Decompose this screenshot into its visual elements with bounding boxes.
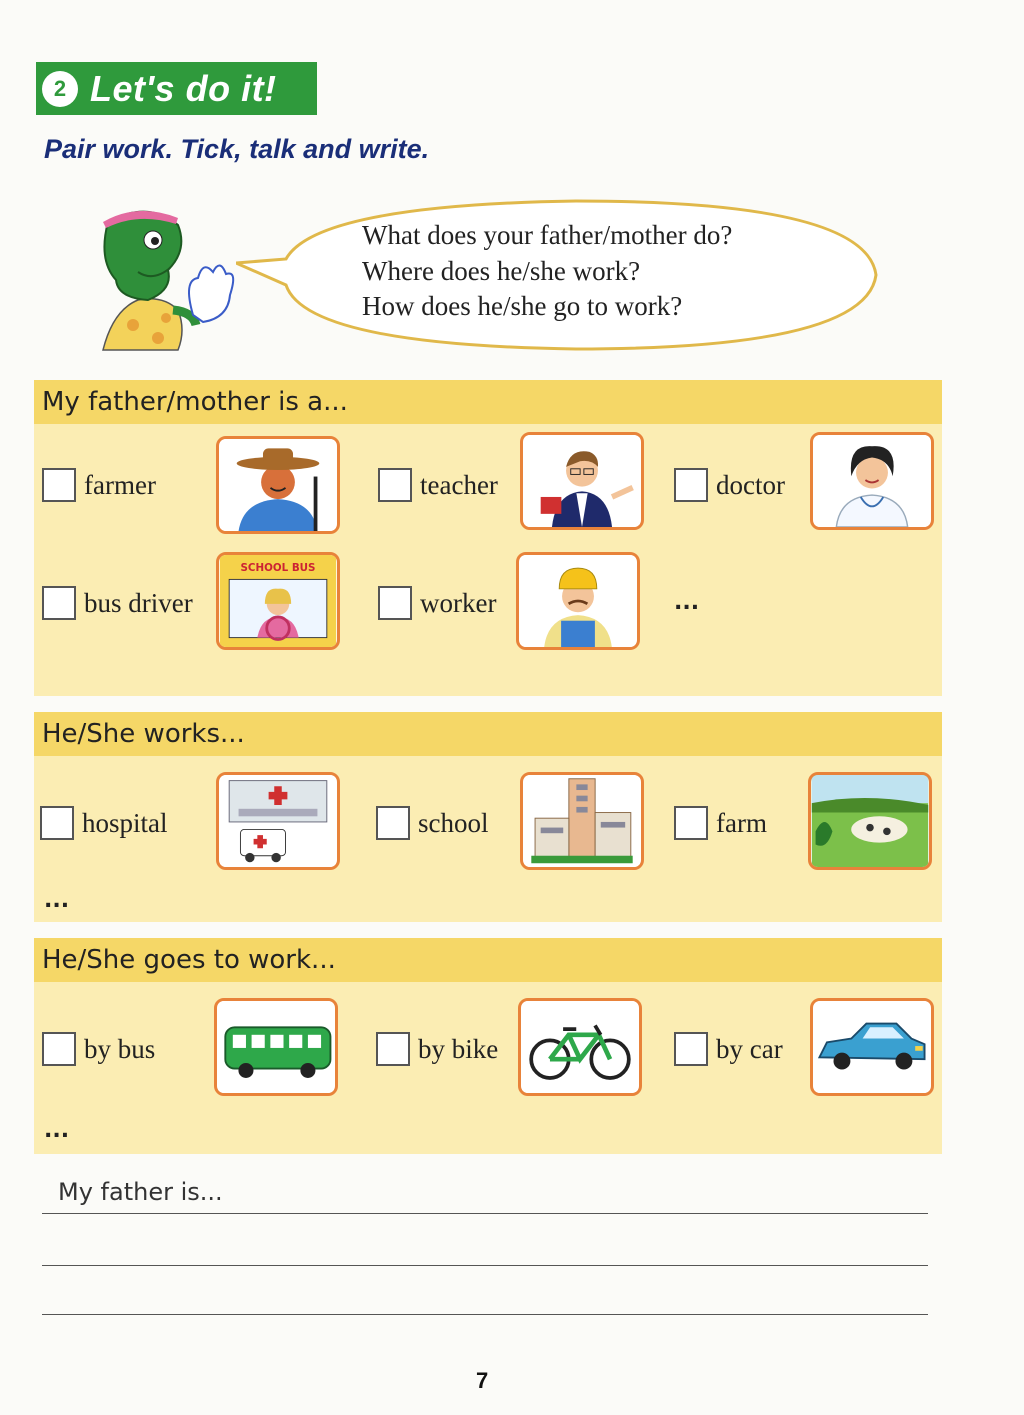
- writing-prompt: My father is...: [58, 1178, 223, 1206]
- bus-driver-icon: [216, 552, 340, 650]
- checkbox[interactable]: [376, 806, 410, 840]
- transport-panel: [34, 938, 942, 1154]
- more-options-ellipsis: ...: [44, 1118, 70, 1143]
- writing-line[interactable]: [42, 1314, 928, 1315]
- option-label: by bike: [418, 1033, 499, 1064]
- checkbox[interactable]: [674, 1032, 708, 1066]
- farmer-icon: [216, 436, 340, 534]
- checkbox[interactable]: [42, 586, 76, 620]
- option-worker: [378, 586, 496, 620]
- option-label: farm: [716, 807, 767, 838]
- writing-line[interactable]: [42, 1265, 928, 1266]
- teacher-icon: [520, 432, 644, 530]
- bubble-question: Where does he/she work?: [362, 255, 641, 286]
- mascot-icon: [78, 200, 248, 355]
- option-by-bike: [376, 1032, 498, 1066]
- section-number: 2: [42, 71, 78, 107]
- bubble-question: What does your father/mother do?: [362, 220, 733, 250]
- option-farmer: [42, 468, 156, 502]
- option-bus-driver: [42, 586, 193, 620]
- more-options-ellipsis: ...: [674, 590, 700, 615]
- option-farm: [674, 806, 767, 840]
- option-label: by car: [716, 1033, 783, 1064]
- bus-icon: [214, 998, 338, 1096]
- checkbox[interactable]: [40, 806, 74, 840]
- option-label: teacher: [420, 469, 498, 500]
- option-by-bus: [42, 1032, 155, 1066]
- option-label: by bus: [84, 1033, 156, 1064]
- farm-icon: [808, 772, 932, 870]
- places-heading: He/She works...: [34, 712, 942, 756]
- checkbox[interactable]: [378, 468, 412, 502]
- option-label: bus driver: [84, 587, 193, 618]
- option-label: farmer: [84, 469, 156, 500]
- option-doctor: [674, 468, 785, 502]
- checkbox[interactable]: [42, 468, 76, 502]
- option-label: hospital: [82, 807, 168, 838]
- checkbox[interactable]: [674, 806, 708, 840]
- hospital-icon: [216, 772, 340, 870]
- option-label: worker: [420, 587, 497, 618]
- checkbox[interactable]: [376, 1032, 410, 1066]
- section-badge: [36, 62, 317, 115]
- checkbox[interactable]: [378, 586, 412, 620]
- checkbox[interactable]: [674, 468, 708, 502]
- page-number: 7: [476, 1368, 489, 1393]
- doctor-icon: [810, 432, 934, 530]
- bubble-question: How does he/she go to work?: [362, 291, 683, 321]
- school-bus-sign: SCHOOL BUS: [240, 561, 316, 574]
- checkbox[interactable]: [42, 1032, 76, 1066]
- jobs-panel: [34, 380, 942, 696]
- worker-icon: [516, 552, 640, 650]
- bike-icon: [518, 998, 642, 1096]
- more-options-ellipsis: ...: [44, 888, 70, 913]
- option-school: [376, 806, 489, 840]
- option-label: school: [418, 807, 489, 838]
- option-by-car: [674, 1032, 783, 1066]
- writing-line[interactable]: [42, 1213, 928, 1214]
- instruction-text: Pair work. Tick, talk and write.: [44, 134, 430, 164]
- places-panel: [34, 712, 942, 922]
- school-icon: [520, 772, 644, 870]
- transport-heading: He/She goes to work...: [34, 938, 942, 982]
- section-title: Let's do it!: [90, 67, 277, 109]
- car-icon: [810, 998, 934, 1096]
- bubble-text: [362, 218, 732, 325]
- option-label: doctor: [716, 469, 785, 500]
- jobs-heading: My father/mother is a...: [34, 380, 942, 424]
- option-hospital: [40, 806, 168, 840]
- option-teacher: [378, 468, 498, 502]
